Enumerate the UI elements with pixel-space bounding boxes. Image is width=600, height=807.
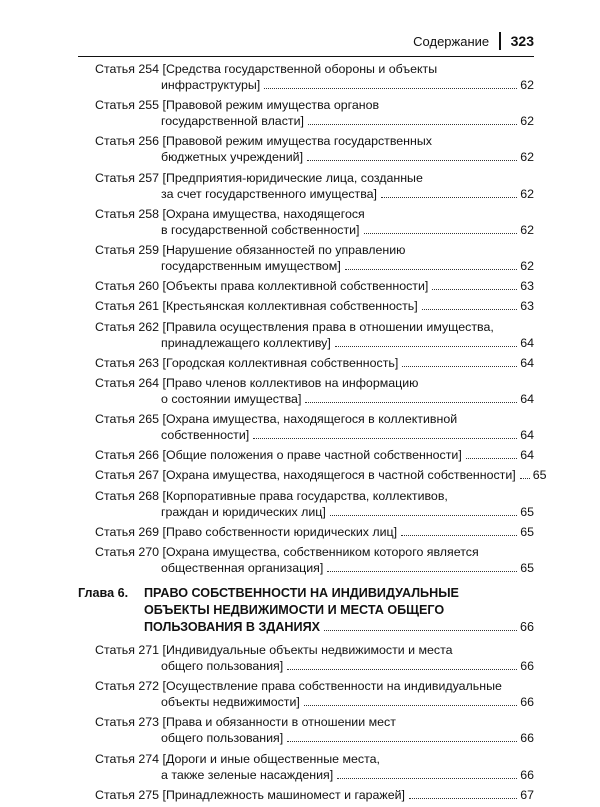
toc-entry[interactable] [78,375,534,407]
toc-entry-page: 64 [520,391,534,406]
toc-entry-page: 64 [520,428,534,443]
header-rule [78,56,534,57]
dot-leader [308,123,517,125]
dot-leader [520,477,530,479]
toc-entry[interactable] [78,447,534,463]
toc-entry-title: Статья 262 [Правила осуществления права в отношении имущества, [95,319,494,334]
dot-leader [330,514,517,516]
toc-entry-page: 65 [520,504,534,519]
dot-leader [327,570,517,572]
toc-entry-title-continuation: в государственной собственности] [161,222,360,237]
toc-entry-title: Статья 272 [Осуществление права собственности на индивидуальные [95,679,502,694]
dot-leader [324,629,517,631]
toc-entry-page: 62 [520,258,534,273]
toc-entry-title: Статья 255 [Правовой режим имущества органов [95,98,380,113]
toc-entry-page: 62 [520,114,534,129]
toc-entry-title: Статья 254 [Средства государственной обороны и объекты [95,62,438,76]
toc-entry[interactable] [78,242,534,274]
toc-entry-page: 64 [520,355,534,370]
chapter-label: Глава 6. [78,586,129,600]
toc-entry-page: 64 [520,448,534,463]
toc-entry-title: Статья 260 [Объекты права коллективной собственности] [95,279,429,294]
toc-entry-page: 66 [520,659,534,673]
table-of-contents [78,61,547,807]
toc-entry-page: 62 [520,78,534,92]
toc-entry-title-continuation: принадлежащего коллективу] [161,335,331,350]
chapter-heading[interactable] [78,585,534,636]
toc-entry-title: Статья 269 [Право собственности юридических лиц] [95,524,398,539]
toc-entry-title-continuation: объекты недвижимости] [161,695,300,710]
dot-leader [335,345,517,347]
toc-entry[interactable] [78,298,534,314]
dot-leader [364,232,518,234]
toc-entry-title-continuation: собственности] [161,428,250,443]
toc-entry-page: 64 [520,335,534,350]
toc-entry[interactable] [78,751,534,783]
toc-entry[interactable] [78,787,534,803]
toc-entry-title-continuation: бюджетных учреждений] [161,150,304,165]
toc-entry[interactable] [78,544,534,576]
toc-entry-page: 66 [520,731,534,746]
toc-entry-title: Статья 259 [Нарушение обязанностей по управлению [95,242,406,257]
dot-leader [409,797,517,799]
toc-entry-title: Статья 261 [Крестьянская коллективная собственность] [95,299,418,314]
toc-entry-title: Статья 263 [Городская коллективная собственность] [95,355,399,370]
toc-entry-page: 65 [520,524,534,539]
toc-entry-page: 65 [520,561,534,575]
dot-leader [287,740,517,742]
toc-entry-title: Статья 271 [Индивидуальные объекты недвижимости и места [95,643,453,657]
toc-entry-title: Статья 267 [Охрана имущества, находящегося в частной собственности] [95,468,516,483]
toc-entry-page: 65 [532,468,547,483]
toc-entry[interactable] [78,97,534,129]
toc-entry-page: 67 [520,787,534,802]
toc-entry[interactable] [78,524,534,540]
toc-entry[interactable] [78,642,534,674]
section-title: Содержание [413,33,490,49]
toc-entry-title-continuation: государственной власти] [161,114,304,129]
toc-entry[interactable] [78,206,534,238]
toc-entry-title-continuation: инфраструктуры] [161,78,261,92]
toc-entry[interactable] [78,714,534,746]
toc-entry-title: Статья 266 [Общие положения о праве частной собственности] [95,448,462,463]
toc-entry-title: Статья 256 [Правовой режим имущества государственных [95,134,432,149]
toc-entry-title: Статья 274 [Дороги и иные общественные места, [95,751,380,766]
dot-leader [381,196,517,198]
toc-entry-page: 62 [520,222,534,237]
toc-entry[interactable] [78,355,534,371]
toc-entry-title: Статья 264 [Право членов коллективов на информацию [95,375,419,390]
toc-entry-title-continuation: за счет государственного имущества] [161,186,377,201]
toc-entry-page: 66 [520,767,534,782]
toc-entry[interactable] [78,467,547,483]
toc-entry-title-continuation: общего пользования] [161,731,284,746]
dot-leader [304,704,517,706]
toc-entry[interactable] [78,61,534,93]
chapter-title-line: ОБЪЕКТЫ НЕДВИЖИМОСТИ И МЕСТА ОБЩЕГО [144,603,445,617]
toc-entry[interactable] [78,319,534,351]
toc-entry-title: Статья 258 [Охрана имущества, находящегося [95,206,365,221]
toc-entry[interactable] [78,278,534,294]
dot-leader [402,365,517,367]
dot-leader [305,401,517,403]
toc-entry-title-continuation: общего пользования] [161,659,284,673]
toc-entry-page: 66 [520,695,534,710]
running-header [413,32,534,50]
dot-leader [264,87,517,89]
toc-entry[interactable] [78,411,534,443]
toc-entry[interactable] [78,170,534,202]
dot-leader [307,159,517,161]
dot-leader [345,268,517,270]
toc-entry-title-continuation: о состоянии имущества] [161,391,302,406]
dot-leader [466,457,517,459]
toc-entry-title: Статья 257 [Предприятия-юридические лица, созданные [95,170,423,185]
dot-leader [432,288,517,290]
toc-entry-title: Статья 268 [Корпоративные права государства, коллективов, [95,488,448,503]
toc-entries-before [78,61,547,576]
dot-leader [401,534,517,536]
dot-leader [337,777,517,779]
dot-leader [253,437,517,439]
dot-leader [422,308,518,310]
toc-entry-page: 62 [520,150,534,165]
page-number: 323 [510,33,534,49]
toc-entry-title-continuation: общественная организация] [161,561,324,575]
toc-entry-title: Статья 273 [Права и обязанности в отношении мест [95,715,396,730]
toc-entry-title-continuation: а также зеленые насаждения] [161,767,334,782]
toc-entry-page: 63 [520,299,534,314]
toc-entry-title-continuation: государственным имуществом] [161,258,341,273]
chapter-title-line: ПОЛЬЗОВАНИЯ В ЗДАНИЯХ [144,620,321,634]
toc-entry-page: 62 [520,186,534,201]
toc-entry-title-continuation: граждан и юридических лиц] [161,504,326,519]
chapter-page: 66 [519,620,534,634]
toc-entry-page: 63 [520,279,534,294]
toc-entries-after [78,642,534,803]
toc-entry-title: Статья 275 [Принадлежность машиномест и гаражей] [95,787,405,802]
toc-entry[interactable] [78,678,534,710]
chapter-title-line: ПРАВО СОБСТВЕННОСТИ НА ИНДИВИДУАЛЬНЫЕ [144,586,459,600]
toc-entry[interactable] [78,488,534,520]
toc-entry-title: Статья 270 [Охрана имущества, собственником которого является [95,545,479,559]
toc-entry-title: Статья 265 [Охрана имущества, находящегося в коллективной [95,412,458,427]
toc-entry[interactable] [78,133,534,165]
dot-leader [287,668,517,670]
